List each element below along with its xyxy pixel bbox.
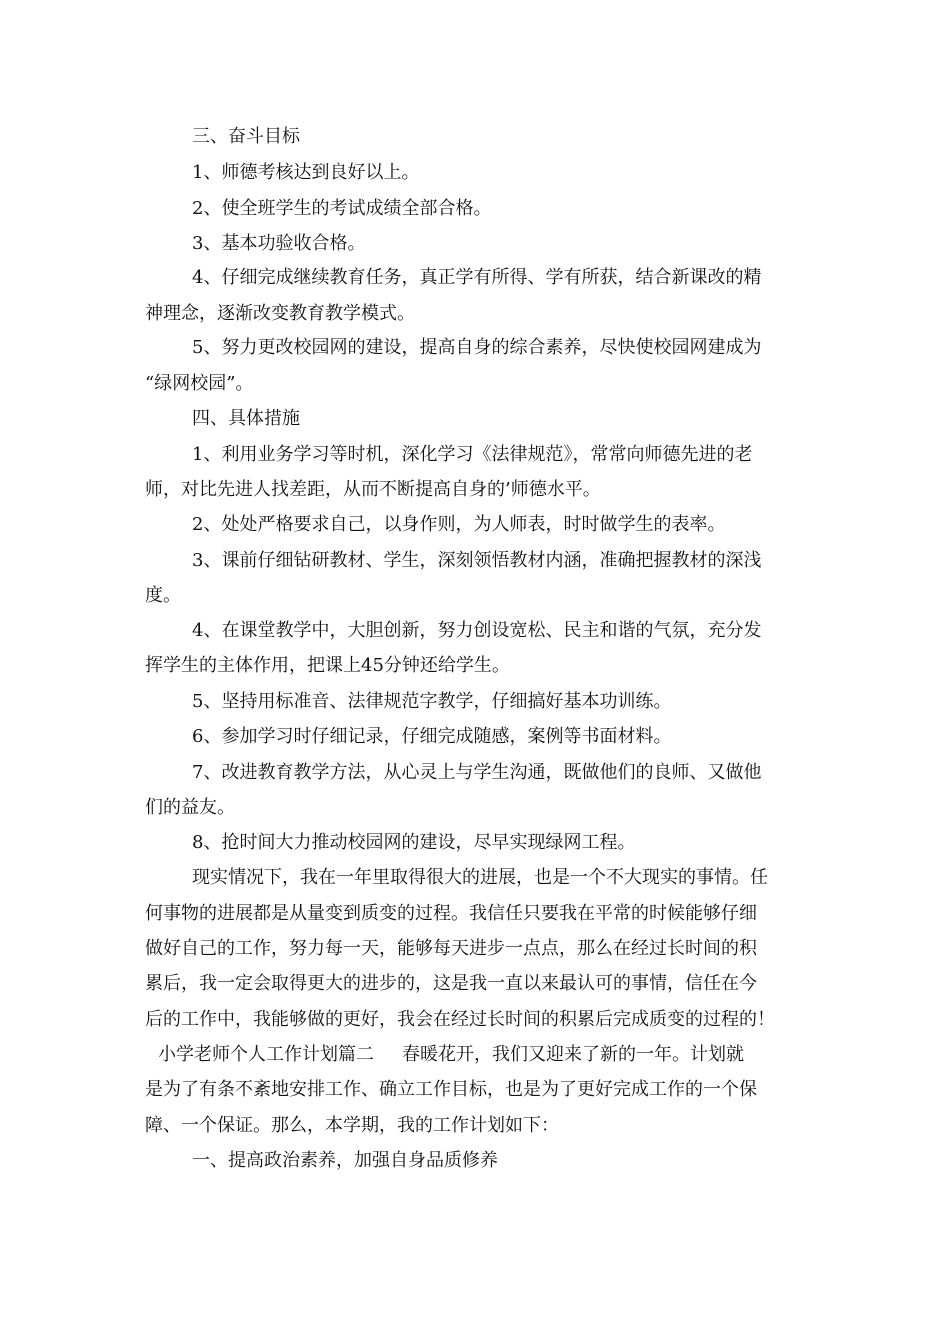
measure-item-4-line-2: 挥学生的主体作用，把课上45分钟还给学生。 xyxy=(145,655,510,676)
goal-item-3: 3、基本功验收合格。 xyxy=(192,233,366,254)
plan-part-two-intro-line-2: 是为了有条不紊地安排工作、确立工作目标，也是为了更好完成工作的一个保 xyxy=(145,1079,757,1100)
reflection-line-3: 做好自己的工作，努力每一天，能够每天进步一点点，那么在经过长时间的积 xyxy=(145,938,757,959)
goal-item-5-line-2: “绿网校园”。 xyxy=(145,373,254,394)
plan-part-two-intro-line-3: 障、一个保证。那么，本学期，我的工作计划如下： xyxy=(145,1115,559,1136)
measure-item-7-line-2: 们的益友。 xyxy=(145,797,235,818)
reflection-line-5: 后的工作中，我能够做的更好，我会在经过长时间的积累后完成质变的过程的！ xyxy=(145,1009,775,1030)
measure-item-6: 6、参加学习时仔细记录，仔细完成随感，案例等书面材料。 xyxy=(192,726,672,747)
reflection-line-2: 何事物的进展都是从量变到质变的过程。我信任只要我在平常的时候能够仔细 xyxy=(145,903,757,924)
goal-item-2: 2、使全班学生的考试成绩全部合格。 xyxy=(192,198,492,219)
goal-item-5-line-1: 5、努力更改校园网的建设，提高自身的综合素养，尽快使校园网建成为 xyxy=(192,337,762,358)
goal-item-1: 1、师德考核达到良好以上。 xyxy=(192,162,420,183)
reflection-line-4: 累后，我一定会取得更大的进步的，这是我一直以来最认可的事情，信任在今 xyxy=(145,973,757,994)
measure-item-1-line-1: 1、利用业务学习等时机，深化学习《法律规范》，常常向师德先进的老 xyxy=(192,444,753,465)
measure-item-4-line-1: 4、在课堂教学中，大胆创新，努力创设宽松、民主和谐的气氛，充分发 xyxy=(192,620,762,641)
measure-item-8: 8、抢时间大力推动校园网的建设，尽早实现绿网工程。 xyxy=(192,832,636,853)
measure-item-5: 5、坚持用标准音、法律规范字教学，仔细搞好基本功训练。 xyxy=(192,691,672,712)
measure-item-1-line-2: 师，对比先进人找差距，从而不断提高自身的’师德水平。 xyxy=(145,479,601,500)
goal-item-4-line-2: 神理念，逐渐改变教育教学模式。 xyxy=(145,303,415,324)
measure-item-3-line-2: 度。 xyxy=(145,585,181,606)
reflection-line-1: 现实情况下，我在一年里取得很大的进展，也是一个不大现实的事情。任 xyxy=(192,867,768,888)
goal-item-4-line-1: 4、仔细完成继续教育任务，真正学有所得、学有所获，结合新课改的精 xyxy=(192,267,762,288)
measure-item-2: 2、处处严格要求自己，以身作则，为人师表，时时做学生的表率。 xyxy=(192,514,726,535)
plan-part-two-intro-line-1: 春暖花开，我们又迎来了新的一年。计划就 xyxy=(402,1044,744,1065)
plan-part-two-title: 小学老师个人工作计划篇二 xyxy=(158,1044,374,1065)
section-heading-politics: 一、提高政治素养，加强自身品质修养 xyxy=(192,1150,498,1171)
section-heading-measures: 四、具体措施 xyxy=(192,408,300,429)
measure-item-7-line-1: 7、改进教育教学方法，从心灵上与学生沟通，既做他们的良师、又做他 xyxy=(192,762,762,783)
measure-item-3-line-1: 3、课前仔细钻研教材、学生，深刻领悟教材内涵，准确把握教材的深浅 xyxy=(192,550,762,571)
section-heading-goals: 三、奋斗目标 xyxy=(192,126,300,147)
